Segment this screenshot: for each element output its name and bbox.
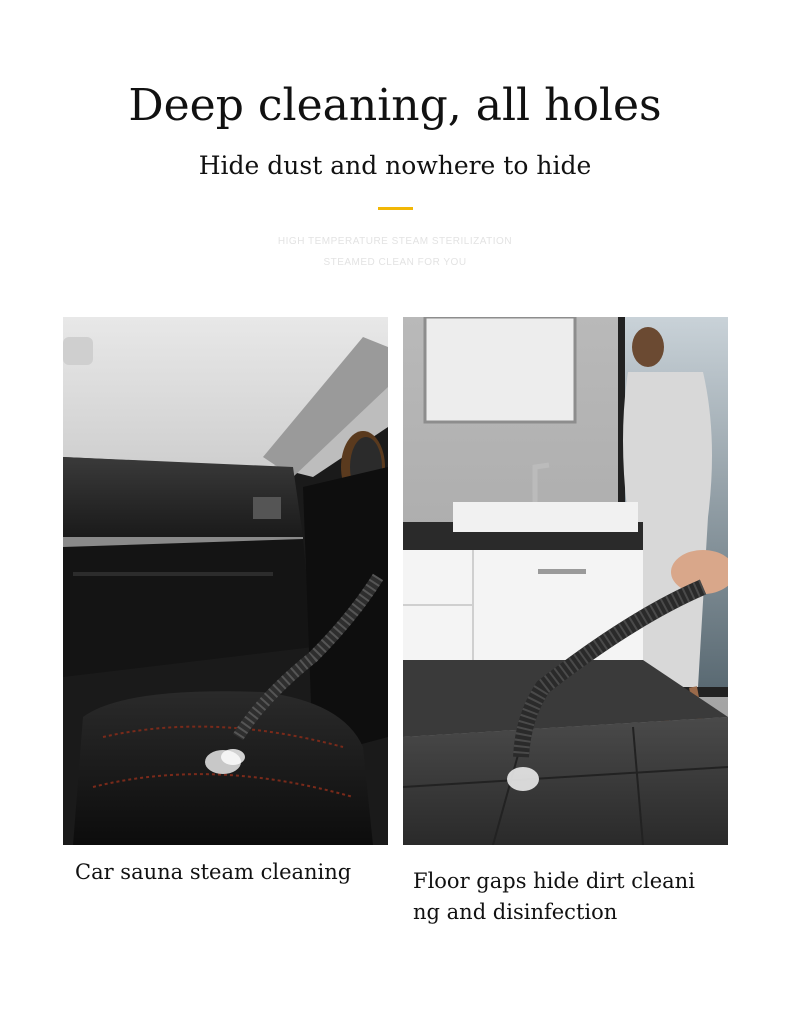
car-interior-illustration	[63, 317, 388, 845]
car-caption: Car sauna steam cleaning	[75, 860, 352, 884]
car-interior-photo	[63, 317, 388, 845]
floor-caption-line-2: ng and disinfection	[413, 900, 618, 924]
faint-tagline-2: STEAMED CLEAN FOR YOU	[323, 257, 467, 268]
floor-caption	[413, 866, 743, 928]
floor-caption-line-1: Floor gaps hide dirt cleani	[413, 869, 695, 893]
accent-divider	[378, 207, 413, 210]
page-title: Deep cleaning, all holes	[128, 80, 662, 131]
faint-tagline-1: HIGH TEMPERATURE STEAM STERILIZATION	[277, 236, 513, 247]
bathroom-illustration	[403, 317, 728, 845]
page-subtitle: Hide dust and nowhere to hide	[198, 151, 592, 180]
bathroom-floor-photo	[403, 317, 728, 845]
